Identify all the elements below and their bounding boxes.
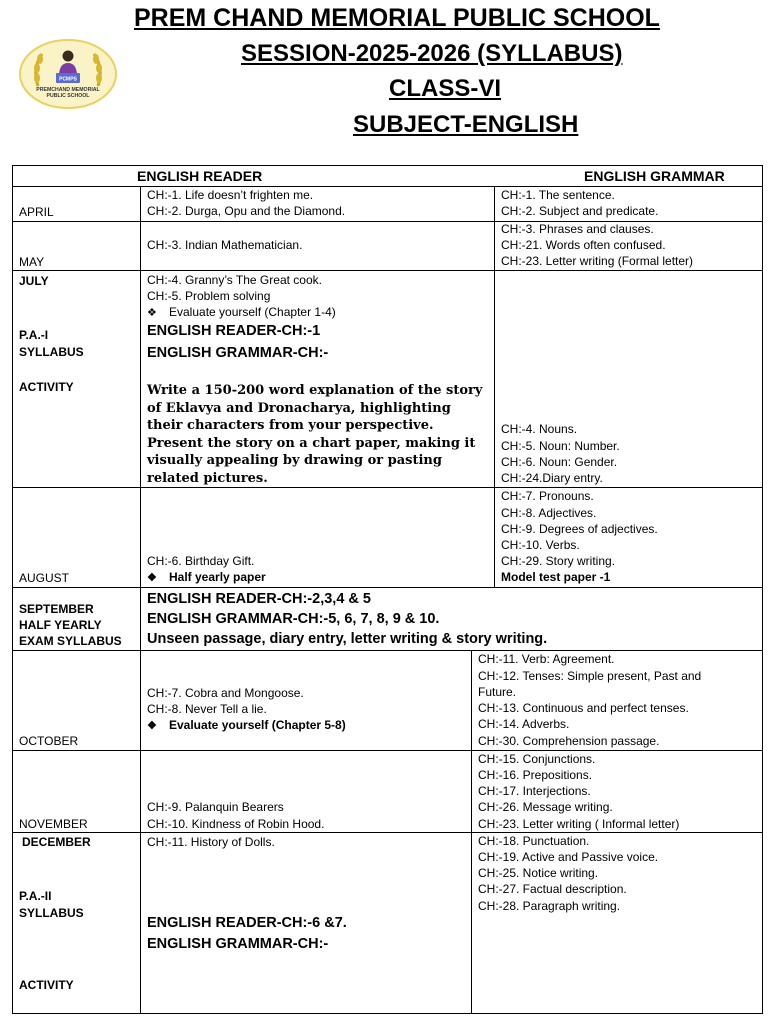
september-label: SEPTEMBER xyxy=(19,602,94,616)
october-reader-ch7: CH:-7. Cobra and Mongoose. xyxy=(147,686,304,700)
december-grammar-ch19: CH:-19. Active and Passive voice. xyxy=(478,850,659,864)
school-title: PREM CHAND MEMORIAL PUBLIC SCHOOL xyxy=(134,4,660,32)
november-grammar-ch15: CH:-15. Conjunctions. xyxy=(478,752,596,766)
october-evaluate-text: Evaluate yourself (Chapter 5-8) xyxy=(169,718,346,732)
december-activity-label: ACTIVITY xyxy=(19,978,74,992)
august-half-yearly-item xyxy=(147,569,266,586)
july-grammar-ch5: CH:-5. Noun: Number. xyxy=(501,439,620,453)
august-model-test: Model test paper -1 xyxy=(501,570,611,584)
month-july: JULY xyxy=(19,274,49,288)
subject-title: SUBJECT-ENGLISH xyxy=(353,111,579,138)
october-grammar-ch14: CH:-14. Adverbs. xyxy=(478,717,570,731)
november-grammar-ch17: CH:-17. Interjections. xyxy=(478,784,591,798)
month-december: DECEMBER xyxy=(22,835,91,849)
october-grammar-future: Future. xyxy=(478,685,517,699)
april-grammar-ch1: CH:-1. The sentence. xyxy=(501,188,615,202)
july-grammar-ch6: CH:-6. Noun: Gender. xyxy=(501,455,618,469)
november-grammar-ch26: CH:-26. Message writing. xyxy=(478,800,613,814)
july-grammar-ch4: CH:-4. Nouns. xyxy=(501,422,578,436)
class-title: CLASS-VI xyxy=(389,75,502,102)
july-reader-ch4: CH:-4. Granny’s The Great cook. xyxy=(147,273,322,287)
logo-text-line2: PUBLIC SCHOOL xyxy=(46,93,90,99)
november-grammar-ch23: CH:-23. Letter writing ( Informal letter) xyxy=(478,817,680,831)
august-grammar-ch29: CH:-29. Story writing. xyxy=(501,554,616,568)
december-grammar-ch28: CH:-28. Paragraph writing. xyxy=(478,899,621,913)
october-reader-ch8: CH:-8. Never Tell a lie. xyxy=(147,702,267,716)
october-grammar-ch30: CH:-30. Comprehension passage. xyxy=(478,734,660,748)
july-pa-grammar: ENGLISH GRAMMAR-CH:- xyxy=(147,345,329,361)
diamond-bullet-icon: ❖ xyxy=(147,307,157,319)
april-reader-ch2: CH:-2. Durga, Opu and the Diamond. xyxy=(147,204,346,218)
december-grammar-ch27: CH:-27. Factual description. xyxy=(478,882,627,896)
september-writing-syllabus: Unseen passage, diary entry, letter writing & story writing. xyxy=(147,631,548,647)
august-half-yearly-text: Half yearly paper xyxy=(169,570,266,584)
july-pa-label: P.A.-I xyxy=(19,328,49,342)
july-activity-text: Write a 150-200 word explanation of the story of Eklavya and Dronacharya, highlighting their characters from your perspective. Present the story on a chart paper, making it visually appealing by drawing or pasting related pictures. xyxy=(147,383,483,486)
april-reader-ch1: CH:-1. Life doesn’t frighten me. xyxy=(147,188,314,202)
july-syllabus-label: SYLLABUS xyxy=(19,345,84,359)
august-reader-ch6: CH:-6. Birthday Gift. xyxy=(147,554,255,568)
december-grammar-ch18: CH:-18. Punctuation. xyxy=(478,834,590,848)
december-pa-reader: ENGLISH READER-CH:-6 &7. xyxy=(147,915,347,931)
may-grammar-ch21: CH:-21. Words often confused. xyxy=(501,238,666,252)
september-grammar-syllabus: ENGLISH GRAMMAR-CH:-5, 6, 7, 8, 9 & 10. xyxy=(147,611,440,627)
may-grammar-ch3: CH:-3. Phrases and clauses. xyxy=(501,222,654,236)
october-evaluate-item xyxy=(147,717,346,734)
logo-short-text: PCMPS xyxy=(59,76,77,83)
august-grammar-ch8: CH:-8. Adjectives. xyxy=(501,506,597,520)
month-april: APRIL xyxy=(19,205,54,219)
column-header-reader: ENGLISH READER xyxy=(137,168,263,184)
month-november: NOVEMBER xyxy=(19,817,88,831)
exam-syllabus-label: EXAM SYLLABUS xyxy=(19,634,122,648)
september-reader-syllabus: ENGLISH READER-CH:-2,3,4 & 5 xyxy=(147,591,371,607)
july-grammar-ch24: CH:-24.Diary entry. xyxy=(501,471,603,485)
december-grammar-ch25: CH:-25. Notice writing. xyxy=(478,866,599,880)
diamond-bullet-icon: ❖ xyxy=(147,572,157,584)
october-grammar-ch11: CH:-11. Verb: Agreement. xyxy=(478,652,615,666)
april-grammar-ch2: CH:-2. Subject and predicate. xyxy=(501,204,659,218)
month-may: MAY xyxy=(19,255,45,269)
school-logo xyxy=(18,38,118,110)
diamond-bullet-icon: ❖ xyxy=(147,720,157,732)
december-pa-label: P.A.-II xyxy=(19,889,52,903)
august-grammar-ch7: CH:-7. Pronouns. xyxy=(501,489,594,503)
july-evaluate-text: Evaluate yourself (Chapter 1-4) xyxy=(169,305,336,319)
december-pa-grammar: ENGLISH GRAMMAR-CH:- xyxy=(147,936,329,952)
month-october: OCTOBER xyxy=(19,734,79,748)
july-evaluate-item xyxy=(147,304,336,321)
november-grammar-ch16: CH:-16. Prepositions. xyxy=(478,768,593,782)
august-grammar-ch10: CH:-10. Verbs. xyxy=(501,538,580,552)
column-header-grammar: ENGLISH GRAMMAR xyxy=(584,168,725,184)
may-reader-ch3: CH:-3. Indian Mathematician. xyxy=(147,238,303,252)
may-grammar-ch23: CH:-23. Letter writing (Formal letter) xyxy=(501,254,694,268)
august-grammar-ch9: CH:-9. Degrees of adjectives. xyxy=(501,522,658,536)
december-reader-ch11: CH:-11. History of Dolls. xyxy=(147,835,275,849)
november-reader-ch9: CH:-9. Palanquin Bearers xyxy=(147,800,284,814)
july-reader-ch5: CH:-5. Problem solving xyxy=(147,289,271,303)
month-august: AUGUST xyxy=(19,571,70,585)
november-reader-ch10: CH:-10. Kindness of Robin Hood. xyxy=(147,817,325,831)
session-title: SESSION-2025-2026 (SYLLABUS) xyxy=(241,40,623,67)
july-activity-label: ACTIVITY xyxy=(19,380,74,394)
july-pa-reader: ENGLISH READER-CH:-1 xyxy=(147,323,321,339)
october-grammar-ch12: CH:-12. Tenses: Simple present, Past and xyxy=(478,669,702,683)
half-yearly-label: HALF YEARLY xyxy=(19,618,102,632)
logo-text-line1: PREMCHAND MEMORIAL xyxy=(36,87,100,93)
december-syllabus-label: SYLLABUS xyxy=(19,906,84,920)
october-grammar-ch13: CH:-13. Continuous and perfect tenses. xyxy=(478,701,689,715)
